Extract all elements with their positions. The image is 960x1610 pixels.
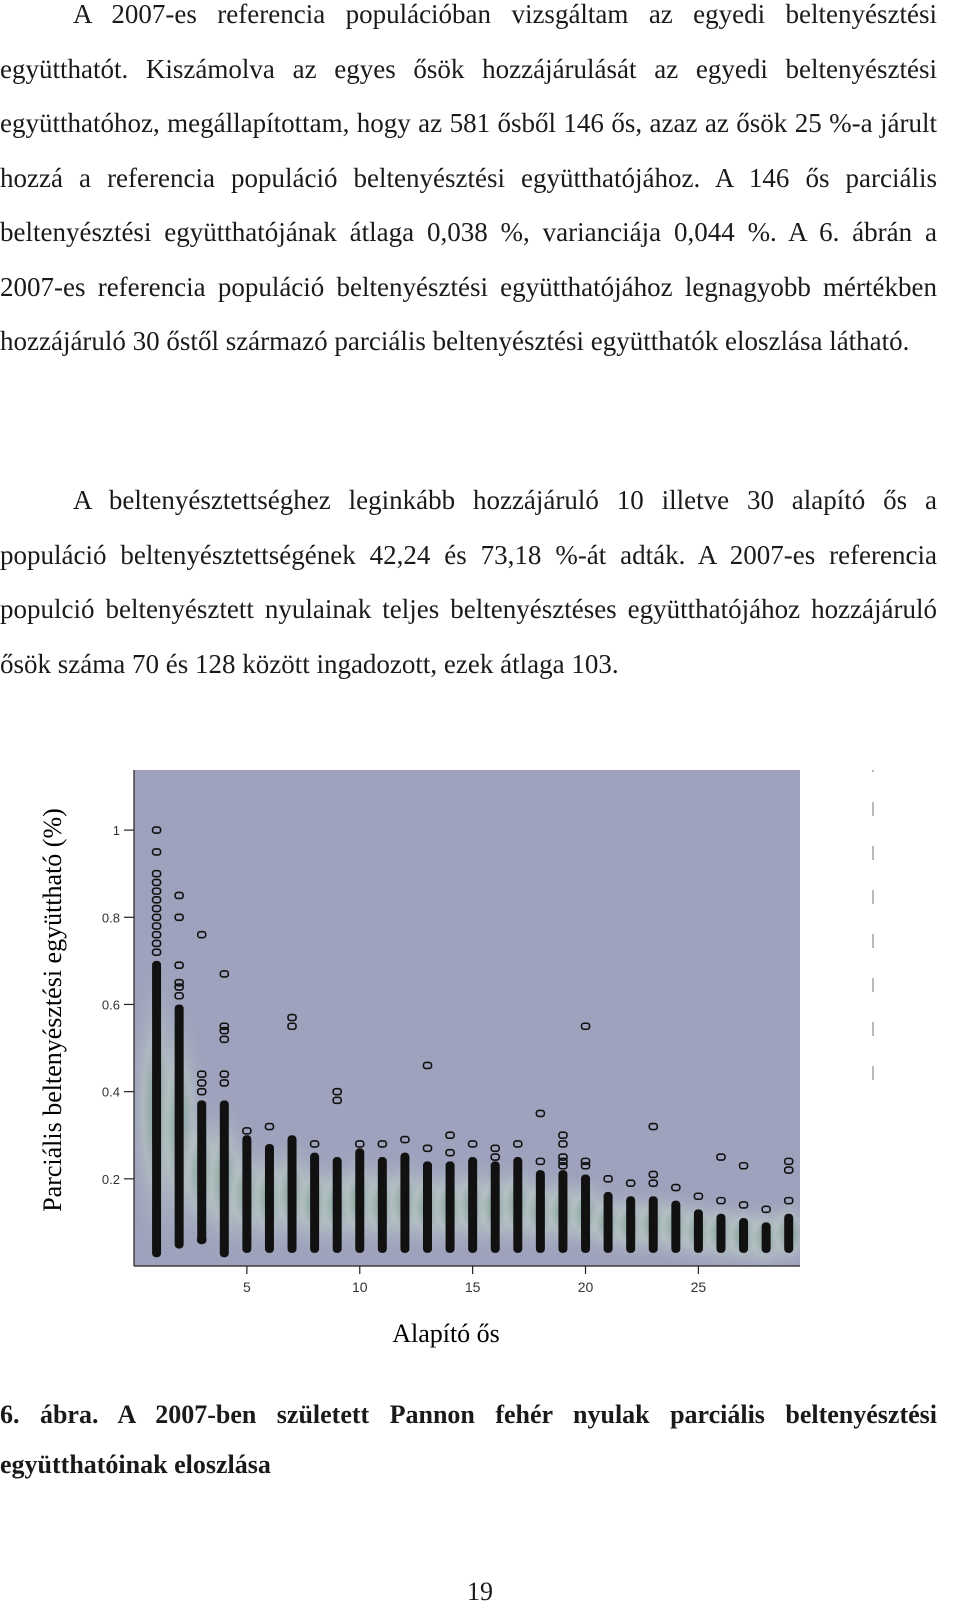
y-tick-label: 0.8 [101, 910, 120, 926]
point-column-6 [265, 1144, 274, 1253]
figure-6-scatter-plot [30, 770, 900, 1380]
point-column-3 [197, 1100, 206, 1244]
point-column-14 [446, 1161, 455, 1253]
point-column-21 [604, 1192, 613, 1253]
point-column-18 [536, 1170, 545, 1253]
x-tick-label: 10 [351, 1279, 368, 1295]
point-column-19 [558, 1170, 567, 1253]
page-number: 19 [467, 1577, 493, 1606]
point-column-26 [716, 1214, 725, 1253]
point-column-20 [581, 1174, 590, 1252]
point-column-28 [762, 1222, 771, 1253]
y-tick-label: 0.2 [101, 1171, 120, 1187]
point-column-23 [649, 1196, 658, 1253]
x-tick-label: 5 [242, 1279, 251, 1295]
point-column-8 [310, 1153, 319, 1253]
point-column-29 [784, 1214, 793, 1253]
point-column-9 [333, 1157, 342, 1253]
point-column-7 [288, 1135, 297, 1253]
point-column-27 [739, 1218, 748, 1253]
point-column-17 [513, 1157, 522, 1253]
point-column-13 [423, 1161, 432, 1253]
x-tick-label: 20 [577, 1279, 594, 1295]
point-column-12 [400, 1153, 409, 1253]
point-column-10 [355, 1148, 364, 1253]
x-tick-label: 15 [464, 1279, 481, 1295]
y-tick-label: 0.6 [101, 997, 120, 1013]
point-column-25 [694, 1209, 703, 1253]
point-column-4 [220, 1100, 229, 1257]
x-axis-label: Alapító ős [392, 1319, 500, 1348]
point-column-22 [626, 1196, 635, 1253]
x-tick-label: 25 [690, 1279, 707, 1295]
body-paragraph-1: A 2007-es referencia populációban vizsgáltam az egyedi beltenyésztési együtthatót. Kiszámolva az egyes ősök hozzájárulását az egyedi beltenyésztési együtthatóhoz, megállapítottam, hogy az 581 ősből 146 ős, azaz az ősök 25 %-a járult hozzá a referencia populáció beltenyésztési együtthatójához. A 146 ős parciális beltenyésztési együtthatójának átlaga 0,038 %, varianciája 0,044 %. A 6. ábrán a 2007-es referencia populáció beltenyésztési együtthatójához legnagyobb mértékben hozzájáruló 30 őstől származó parciális beltenyésztési együtthatók eloszlása látható. [0, 0, 937, 356]
figure-caption: 6. ábra. A 2007-ben született Pannon fehér nyulak parciális beltenyésztési együtthatóinak eloszlása [0, 1400, 937, 1479]
point-column-2 [175, 1004, 184, 1248]
point-column-5 [242, 1135, 251, 1253]
point-column-24 [671, 1201, 680, 1253]
point-column-15 [468, 1157, 477, 1253]
body-paragraph-2: A beltenyésztettséghez leginkább hozzájáruló 10 illetve 30 alapító ős a populáció beltenyésztettségének 42,24 és 73,18 %-át adták. A 2007-es referencia populció beltenyésztett nyulainak teljes beltenyésztéses együtthatójához hozzájáruló ősök száma 70 és 128 között ingadozott, ezek átlaga 103. [0, 485, 937, 679]
y-tick-label: 1 [112, 823, 120, 839]
y-axis-label: Parciális beltenyésztési együttható (%) [38, 808, 67, 1212]
point-column-16 [491, 1161, 500, 1253]
y-tick-label: 0.4 [101, 1084, 120, 1100]
point-column-1 [152, 961, 161, 1257]
point-column-11 [378, 1157, 387, 1253]
